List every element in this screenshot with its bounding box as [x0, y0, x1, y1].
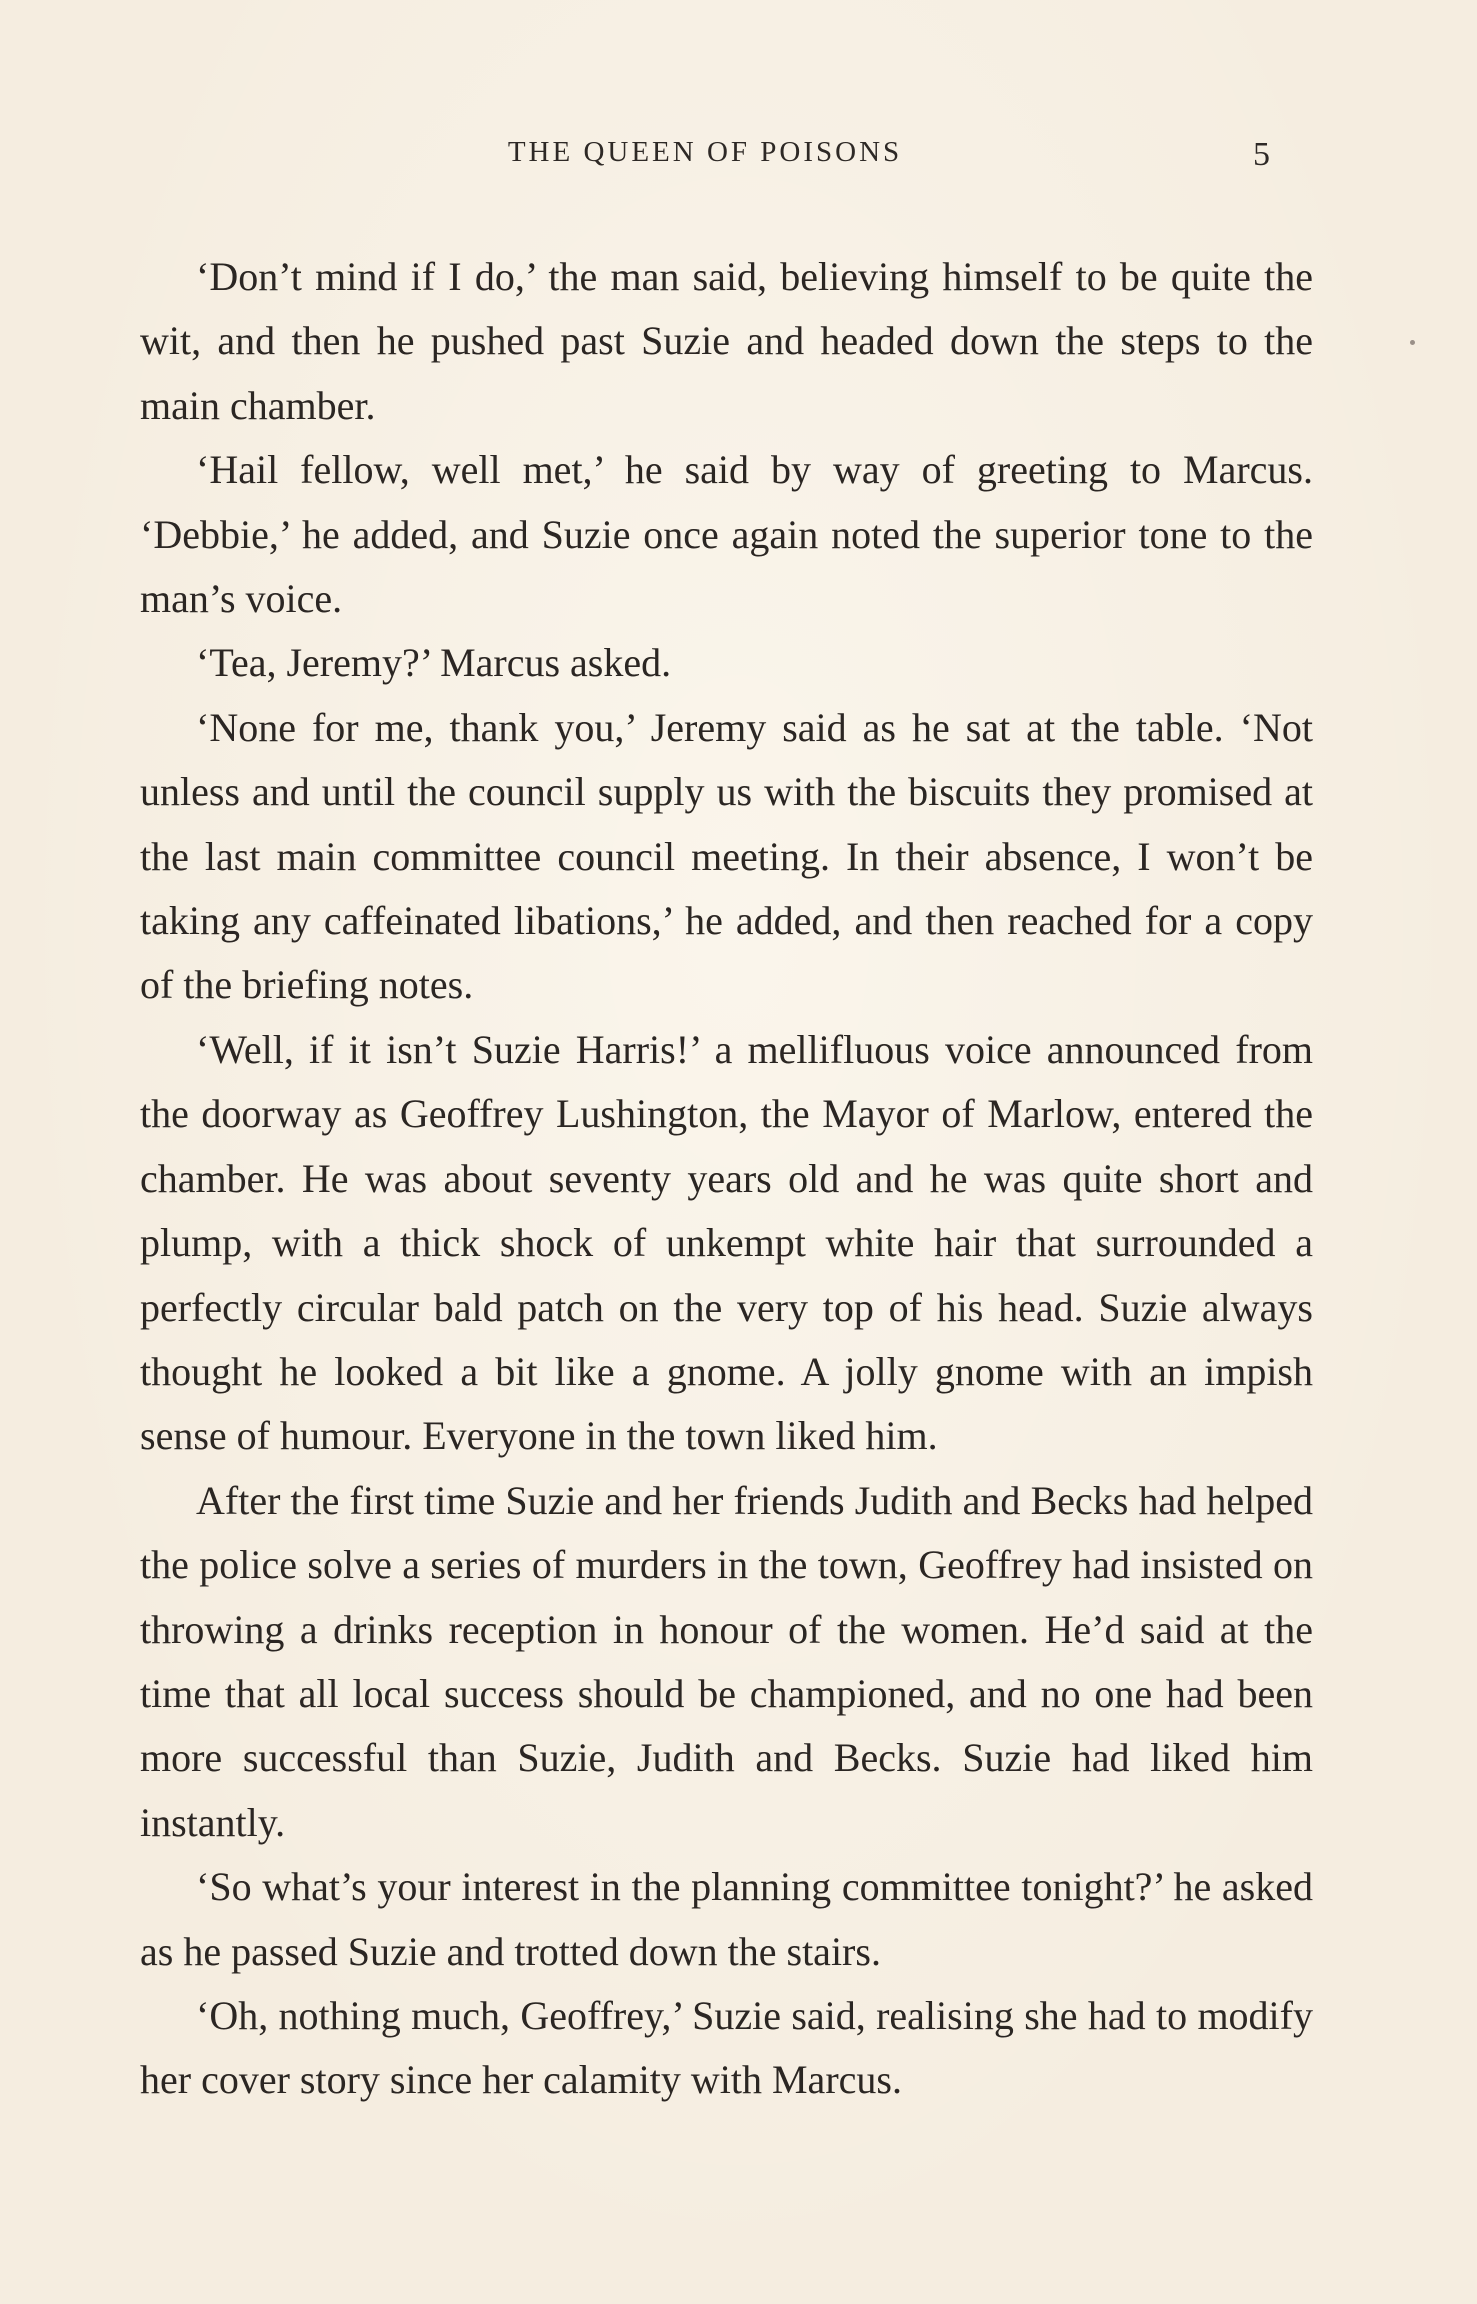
paper-speck	[1410, 340, 1415, 345]
paragraph: ‘Oh, nothing much, Geoffrey,’ Suzie said, realising she had to modify her cover story since her calamity with Marcus.	[140, 1992, 1313, 2103]
running-title: THE QUEEN OF POISONS	[507, 136, 903, 168]
paragraph: After the first time Suzie and her friends Judith and Becks had helped the police solve a series of murders in the town, Geoffrey had insisted on throwing a drinks reception in honour of the women. He’d said at the time that all local success should be championed, and no one had been more successful than Suzie, Judith and Becks. Suzie had liked him instantly.	[140, 1477, 1313, 1845]
running-head	[140, 136, 1270, 176]
paragraph: ‘Don’t mind if I do,’ the man said, believing himself to be quite the wit, and then he pushed past Suzie and headed down the steps to the main chamber.	[140, 254, 1313, 428]
page-number: 5	[1253, 136, 1270, 173]
paragraph: ‘Hail fellow, well met,’ he said by way of greeting to Marcus. ‘Debbie,’ he added, and Suzie once again noted the superior tone to the man’s voice.	[140, 447, 1313, 622]
paragraph: ‘Well, if it isn’t Suzie Harris!’ a mellifluous voice announced from the doorway as Geoffrey Lushington, the Mayor of Marlow, entered the chamber. He was about seventy years old and he was quite short and plump, with a thick shock of unkempt white hair that surrounded a perfectly circular bald patch on the very top of his head. Suzie always thought he looked a bit like a gnome. A jolly gnome with an impish sense of humour. Everyone in the town liked him.	[140, 1026, 1313, 1459]
paragraph: ‘So what’s your interest in the planning committee tonight?’ he asked as he passed Suzie and trotted down the stairs.	[140, 1864, 1313, 1974]
paragraph: ‘None for me, thank you,’ Jeremy said as he sat at the table. ‘Not unless and until the council supply us with the biscuits they promised at the last main committee council meeting. In their absence, I won’t be taking any caffeinated libations,’ he added, and then reached for a copy of the briefing notes.	[140, 704, 1313, 1008]
body-text	[140, 245, 1313, 2113]
paragraph: ‘Tea, Jeremy?’ Marcus asked.	[196, 640, 672, 686]
